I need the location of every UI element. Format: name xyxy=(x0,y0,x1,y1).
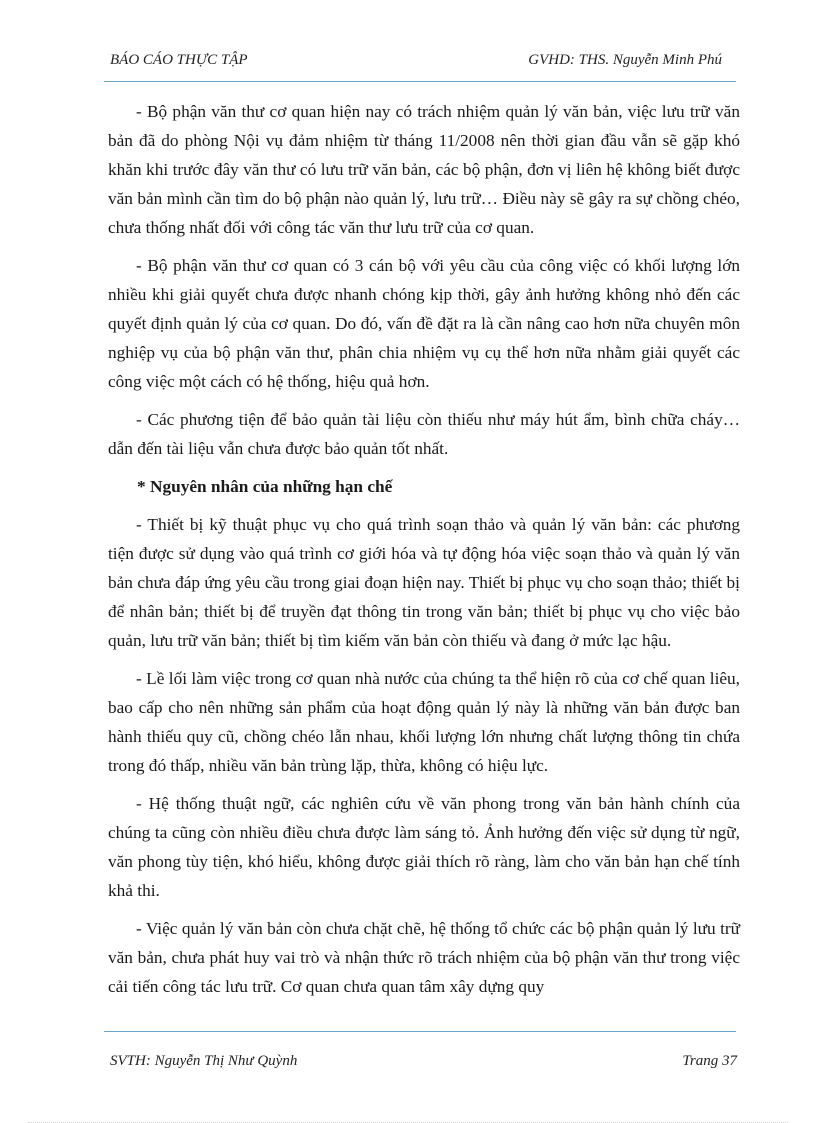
page-header xyxy=(108,52,730,74)
paragraph-3: - Các phương tiện để bảo quản tài liệu còn thiếu như máy hút ẩm, bình chữa cháy… dẫn đến tài liệu vẫn chưa được bảo quản tốt nhất. xyxy=(108,410,740,458)
paragraph-6: - Hệ thống thuật ngữ, các nghiên cứu về văn phong trong văn bản hành chính của chúng ta cũng còn nhiều điều chưa được làm sáng tỏ. Ảnh hưởng đến việc sử dụng từ ngữ, văn phong tùy tiện, khó hiểu, không được giải thích rõ ràng, làm cho văn bản hạn chế tính khả thi. xyxy=(108,794,740,900)
paragraph-1: - Bộ phận văn thư cơ quan hiện nay có trách nhiệm quản lý văn bản, việc lưu trữ văn bản đã do phòng Nội vụ đảm nhiệm từ tháng 11/2008 nên thời gian đầu vẫn sẽ gặp khó khăn khi trước đây văn thư có lưu trữ văn bản, các bộ phận, đơn vị liên hệ không biết được văn bản mình cần tìm do bộ phận nào quản lý, lưu trữ… Điều này sẽ gây ra sự chồng chéo, chưa thống nhất đối với công tác văn thư lưu trữ của cơ quan. xyxy=(108,102,740,237)
paragraph-2: - Bộ phận văn thư cơ quan có 3 cán bộ với yêu cầu của công việc có khối lượng lớn nhiều khi giải quyết chưa được nhanh chóng kịp thời, gây ảnh hưởng không nhỏ đến các quyết định quản lý của cơ quan. Do đó, vấn đề đặt ra là cần nâng cao hơn nữa chuyên môn nghiệp vụ của bộ phận văn thư, phân chia nhiệm vụ cụ thể hơn nữa nhằm giải quyết các công việc một cách có hệ thống, hiệu quả hơn. xyxy=(108,256,740,391)
advisor-name: GVHD: THS. Nguyễn Minh Phú xyxy=(528,52,722,68)
page-footer xyxy=(108,1053,740,1075)
section-heading: * Nguyên nhân của những hạn chế xyxy=(137,477,393,496)
student-name: SVTH: Nguyễn Thị Như Quỳnh xyxy=(110,1053,298,1069)
paragraph-4: - Thiết bị kỹ thuật phục vụ cho quá trình soạn thảo và quản lý văn bản: các phương tiện được sử dụng vào quá trình cơ giới hóa và tự động hóa việc soạn thảo và quản lý văn bản chưa đáp ứng yêu cầu trong giai đoạn hiện nay. Thiết bị phục vụ cho soạn thảo; thiết bị để nhân bản; thiết bị để truyền đạt thông tin trong văn bản; thiết bị phục vụ cho việc bảo quản, lưu trữ văn bản; thiết bị tìm kiếm văn bản còn thiếu và đang ở mức lạc hậu. xyxy=(108,515,740,650)
paragraph-7: - Việc quản lý văn bản còn chưa chặt chẽ, hệ thống tổ chức các bộ phận quản lý lưu trữ văn bản, chưa phát huy vai trò và nhận thức rõ trách nhiệm của bộ phận văn thư trong việc cải tiến công tác lưu trữ. Cơ quan chưa quan tâm xây dựng quy xyxy=(108,919,740,996)
report-title: BÁO CÁO THỰC TẬP xyxy=(110,52,248,68)
footer-divider xyxy=(104,1031,736,1032)
header-divider xyxy=(104,81,736,82)
page-number: Trang 37 xyxy=(682,1053,737,1069)
paragraph-5: - Lề lối làm việc trong cơ quan nhà nước của chúng ta thể hiện rõ của cơ chế quan liêu, bao cấp cho nên những sản phẩm của hoạt động quản lý này là những văn bản được ban hành thiếu quy cũ, chồng chéo lẫn nhau, khối lượng lớn nhưng chất lượng thông tin chứa trong đó thấp, nhiều văn bản trùng lặp, thừa, không có hiệu lực. xyxy=(108,669,740,775)
page-body xyxy=(108,97,740,1010)
